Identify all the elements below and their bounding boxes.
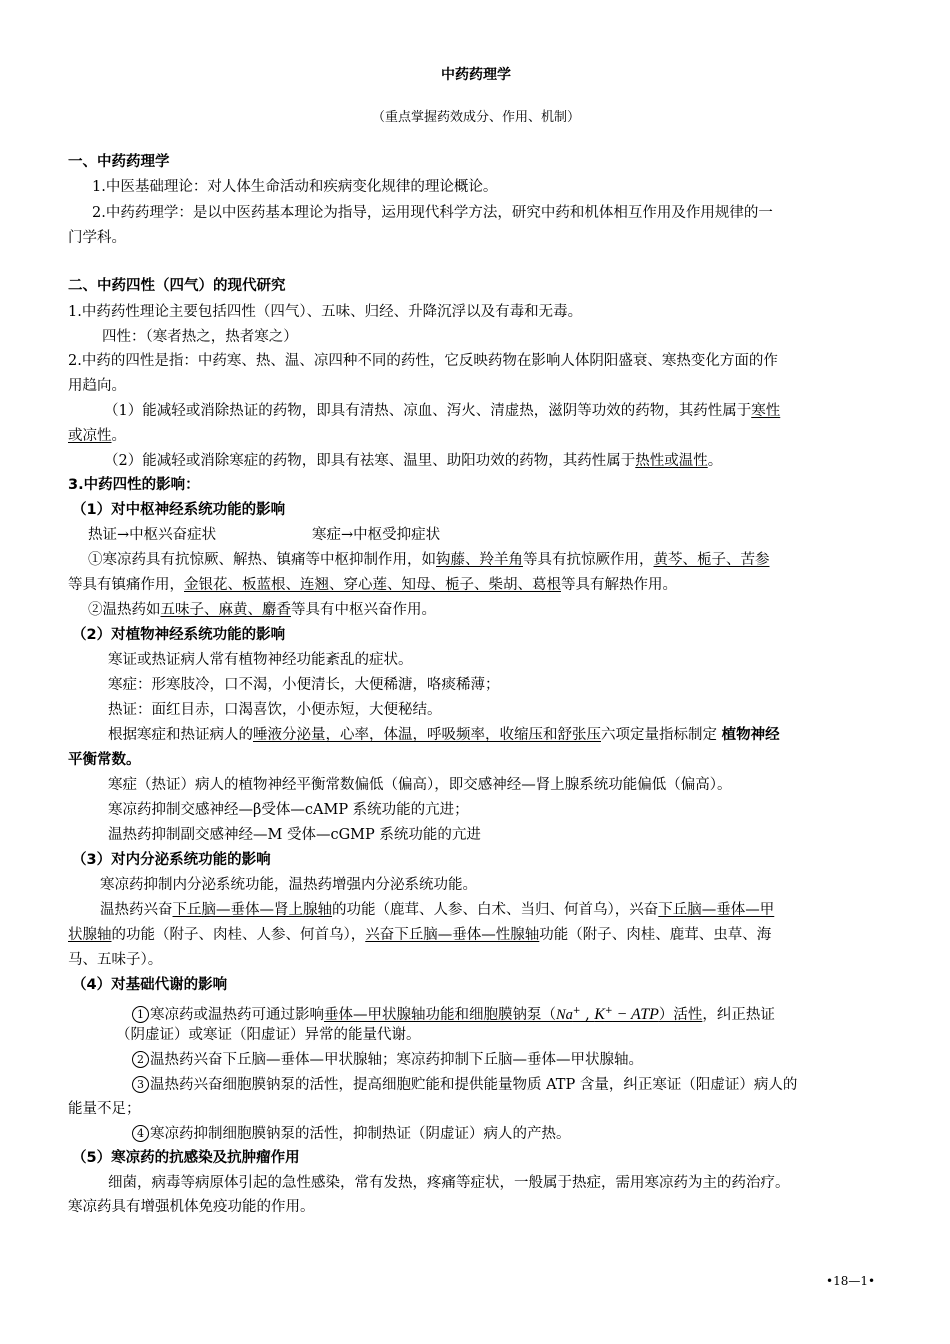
sub3-line-2-text: 温热药兴奋 (100, 902, 173, 918)
s2-item-1-underline-2: 或凉性 (68, 428, 112, 444)
sub4-item-4 (132, 1124, 571, 1144)
sub2-line-4-bold: 植物神经 (721, 727, 780, 743)
sub2-line-5-bold: 平衡常数 (68, 752, 126, 768)
sub5-line-2: 寒凉药具有增强机体免疫功能的作用。 (68, 1199, 315, 1215)
sub1-item-c-text: 温热药如 (102, 602, 161, 618)
s2-item-1-end: 。 (111, 428, 126, 444)
chem-plus-2: + (604, 1006, 613, 1016)
s2-item-1a (104, 401, 780, 421)
sub3-line-3-text-2: 功能（附子、肉桂、鹿茸、虫草、海 (539, 927, 772, 943)
chem-sodium: Na (556, 1006, 573, 1023)
sub1-item-a-text: 寒凉药具有抗惊厥、解热、镇痛等中枢抑制作用，如 (102, 552, 436, 568)
sub1-item-c-underline: 五味子、麻黄、麝香 (160, 602, 291, 618)
doc-title: 中药药理学 (441, 67, 511, 83)
sub3-line-2 (100, 900, 774, 920)
sub2-heading: （2）对植物神经系统功能的影响 (72, 627, 286, 643)
page-number: •18—1• (826, 1274, 876, 1288)
sub2-line-3: 热证：面红目赤，口渴喜饮，小便赤短，大便秘结。 (108, 702, 442, 718)
sub3-line-2-underline-2: 下丘脑—垂体—甲 (658, 902, 775, 918)
sub5-heading: （5）寒凉药的抗感染及抗肿瘤作用 (72, 1150, 300, 1166)
s2-four-natures: 四性：（寒者热之，热者寒之） (102, 329, 298, 345)
chem-plus-1: + (572, 1006, 581, 1016)
sub1-item-b-text: 等具有镇痛作用， (68, 577, 184, 593)
s2-paragraph-2b: 用趋向。 (68, 378, 126, 394)
sub2-line-4 (108, 725, 780, 745)
s2-item-2 (104, 451, 722, 471)
circled-number-2: ② (88, 602, 103, 618)
s2-paragraph-1: 1.中药药性理论主要包括四性（四气）、五味、归经、升降沉浮以及有毒和无毒。 (68, 304, 583, 320)
sub4-item-1-underline-text: 垂体—甲状腺轴功能和细胞膜钠泵（ (324, 1006, 556, 1023)
circled-number-1: ① (88, 552, 103, 568)
sub4-item-2-text: 温热药兴奋下丘脑—垂体—甲状腺轴；寒凉药抑制下丘脑—垂体—甲状腺轴。 (150, 1052, 643, 1068)
sub2-line-4-underline: 唾液分泌量，心率，体温，呼吸频率，收缩压和舒张压 (253, 727, 601, 743)
sub1-heading: （1）对中枢神经系统功能的影响 (72, 502, 286, 518)
circled-number-2: 2 (132, 1051, 149, 1068)
section-1-heading: 一、中药药理学 (68, 154, 170, 170)
sub1-line-1b: 寒症→中枢受抑症状 (312, 527, 441, 543)
sub5-line-1: 细菌，病毒等病原体引起的急性感染，常有发热，疼痛等症状，一般属于热症，需用寒凉药为主的药治疗。 (108, 1175, 790, 1191)
sub3-line-2-text-2: 的功能（鹿茸、人参、白术、当归、何首乌），兴奋 (332, 902, 659, 918)
sub1-item-c-text-2: 等具有中枢兴奋作用。 (291, 602, 436, 618)
s2-item-2-underline: 热性或温性 (635, 453, 708, 469)
s2-item-2-text: （2）能减轻或消除寒症的药物，即具有祛寒、温里、助阳功效的药物，其药性属于 (104, 453, 636, 469)
section-2-heading: 二、中药四性（四气）的现代研究 (68, 278, 286, 294)
s2-item-1-text: （1）能减轻或消除热证的药物，即具有清热、凉血、泻火、清虚热，滋阴等功效的药物，其药性属于 (104, 403, 752, 419)
sub4-item-1 (132, 1001, 775, 1025)
sub2-line-5 (68, 750, 141, 770)
sub2-line-2: 寒症：形寒肢冷，口不渴，小便清长，大便稀溏，咯痰稀薄； (108, 677, 500, 693)
sub2-line-7: 寒凉药抑制交感神经—β受体—cAMP 系统功能的亢进； (108, 802, 469, 818)
sub1-item-a-underline-2: 黄芩、栀子、苦参 (653, 552, 770, 568)
s1-paragraph-2b: 门学科。 (68, 230, 126, 246)
s2-item-2-end: 。 (707, 453, 723, 469)
sub1-item-b-underline: 金银花、板蓝根、连翘、穿心莲、知母、栀子、柴胡、葛根 (184, 577, 561, 593)
sub1-item-b-text-2: 等具有解热作用。 (561, 577, 677, 593)
s1-paragraph-1: 1.中医基础理论：对人体生命活动和疾病变化规律的理论概论。 (92, 179, 498, 195)
sub4-item-1-underline (324, 1007, 702, 1023)
sub3-line-1: 寒凉药抑制内分泌系统功能，温热药增强内分泌系统功能。 (100, 877, 477, 893)
sub4-item-2 (132, 1050, 643, 1070)
sub2-line-5-end: 。 (126, 752, 141, 768)
sub1-item-c (88, 600, 436, 620)
circled-number-4: 4 (132, 1125, 149, 1142)
sub2-line-6: 寒症（热证）病人的植物神经平衡常数偏低（偏高），即交感神经—肾上腺系统功能偏低（偏高）。 (108, 777, 732, 793)
sub4-item-1-text-2: ，纠正热证 (702, 1006, 775, 1023)
sub3-line-3-underline-2: 兴奋下丘脑—垂体—性腺轴 (365, 927, 540, 943)
sub3-heading: （3）对内分泌系统功能的影响 (72, 852, 271, 868)
sub4-heading: （4）对基础代谢的影响 (72, 977, 228, 993)
sub2-line-8: 温热药抑制副交感神经—M 受体—cGMP 系统功能的亢进 (108, 827, 481, 843)
circled-number-3: 3 (132, 1076, 149, 1093)
sub4-item-4-text: 寒凉药抑制细胞膜钠泵的活性，抑制热证（阴虚证）病人的产热。 (150, 1126, 571, 1142)
sub3-line-3-text: 的功能（附子、肉桂、人参、何首乌）， (111, 927, 366, 943)
sub1-item-a-underline-1: 钩藤、羚羊角 (436, 552, 523, 568)
circled-number-1: 1 (132, 1006, 149, 1023)
doc-subtitle: （重点掌握药效成分、作用、机制） (371, 110, 580, 125)
sub3-line-4: 马、五味子）。 (68, 952, 163, 968)
sub3-line-3-underline-1: 状腺轴 (68, 927, 112, 943)
s2-paragraph-2a: 2.中药的四性是指：中药寒、热、温、凉四种不同的药性，它反映药物在影响人体阴阳盛衰、寒热变化方面的作 (68, 353, 778, 369)
s2-item-1-underline: 寒性 (751, 403, 781, 419)
chem-potassium: K (594, 1005, 605, 1023)
chem-atp: − ATP (612, 1005, 659, 1023)
s2-paragraph-3: 3.中药四性的影响： (68, 477, 200, 493)
sub4-item-1-cont: （阴虚证）或寒证（阳虚证）异常的能量代谢。 (116, 1027, 421, 1043)
sub4-item-3-text: 温热药兴奋细胞膜钠泵的活性，提高细胞贮能和提供能量物质 ATP 含量，纠正寒证（阳虚证）病人的 (150, 1077, 798, 1093)
s1-paragraph-2a: 2.中药药理学：是以中医药基本理论为指导，运用现代科学方法，研究中药和机体相互作用及作用规律的一 (92, 205, 773, 221)
sub1-item-a-text-2: 等具有抗惊厥作用， (523, 552, 654, 568)
sub1-item-a (88, 550, 770, 570)
sub2-line-1: 寒证或热证病人常有植物神经功能紊乱的症状。 (108, 652, 413, 668)
s2-item-1b (68, 426, 126, 446)
sub4-item-3 (132, 1075, 797, 1095)
chem-separator: , (580, 1006, 595, 1023)
sub4-item-3-cont: 能量不足； (68, 1101, 141, 1117)
sub3-line-2-underline-1: 下丘脑—垂体—肾上腺轴 (172, 902, 332, 918)
sub3-line-3 (68, 925, 771, 945)
sub2-line-4-text: 根据寒症和热证病人的 (108, 727, 253, 743)
sub2-line-4-text-2: 六项定量指标制定 (601, 727, 717, 743)
sub1-item-b (68, 575, 677, 595)
sub1-line-1a: 热证→中枢兴奋症状 (88, 527, 217, 543)
sub4-item-1-underline-end: ）活性 (658, 1006, 703, 1023)
sub4-item-1-text: 寒凉药或温热药可通过影响 (150, 1006, 324, 1023)
